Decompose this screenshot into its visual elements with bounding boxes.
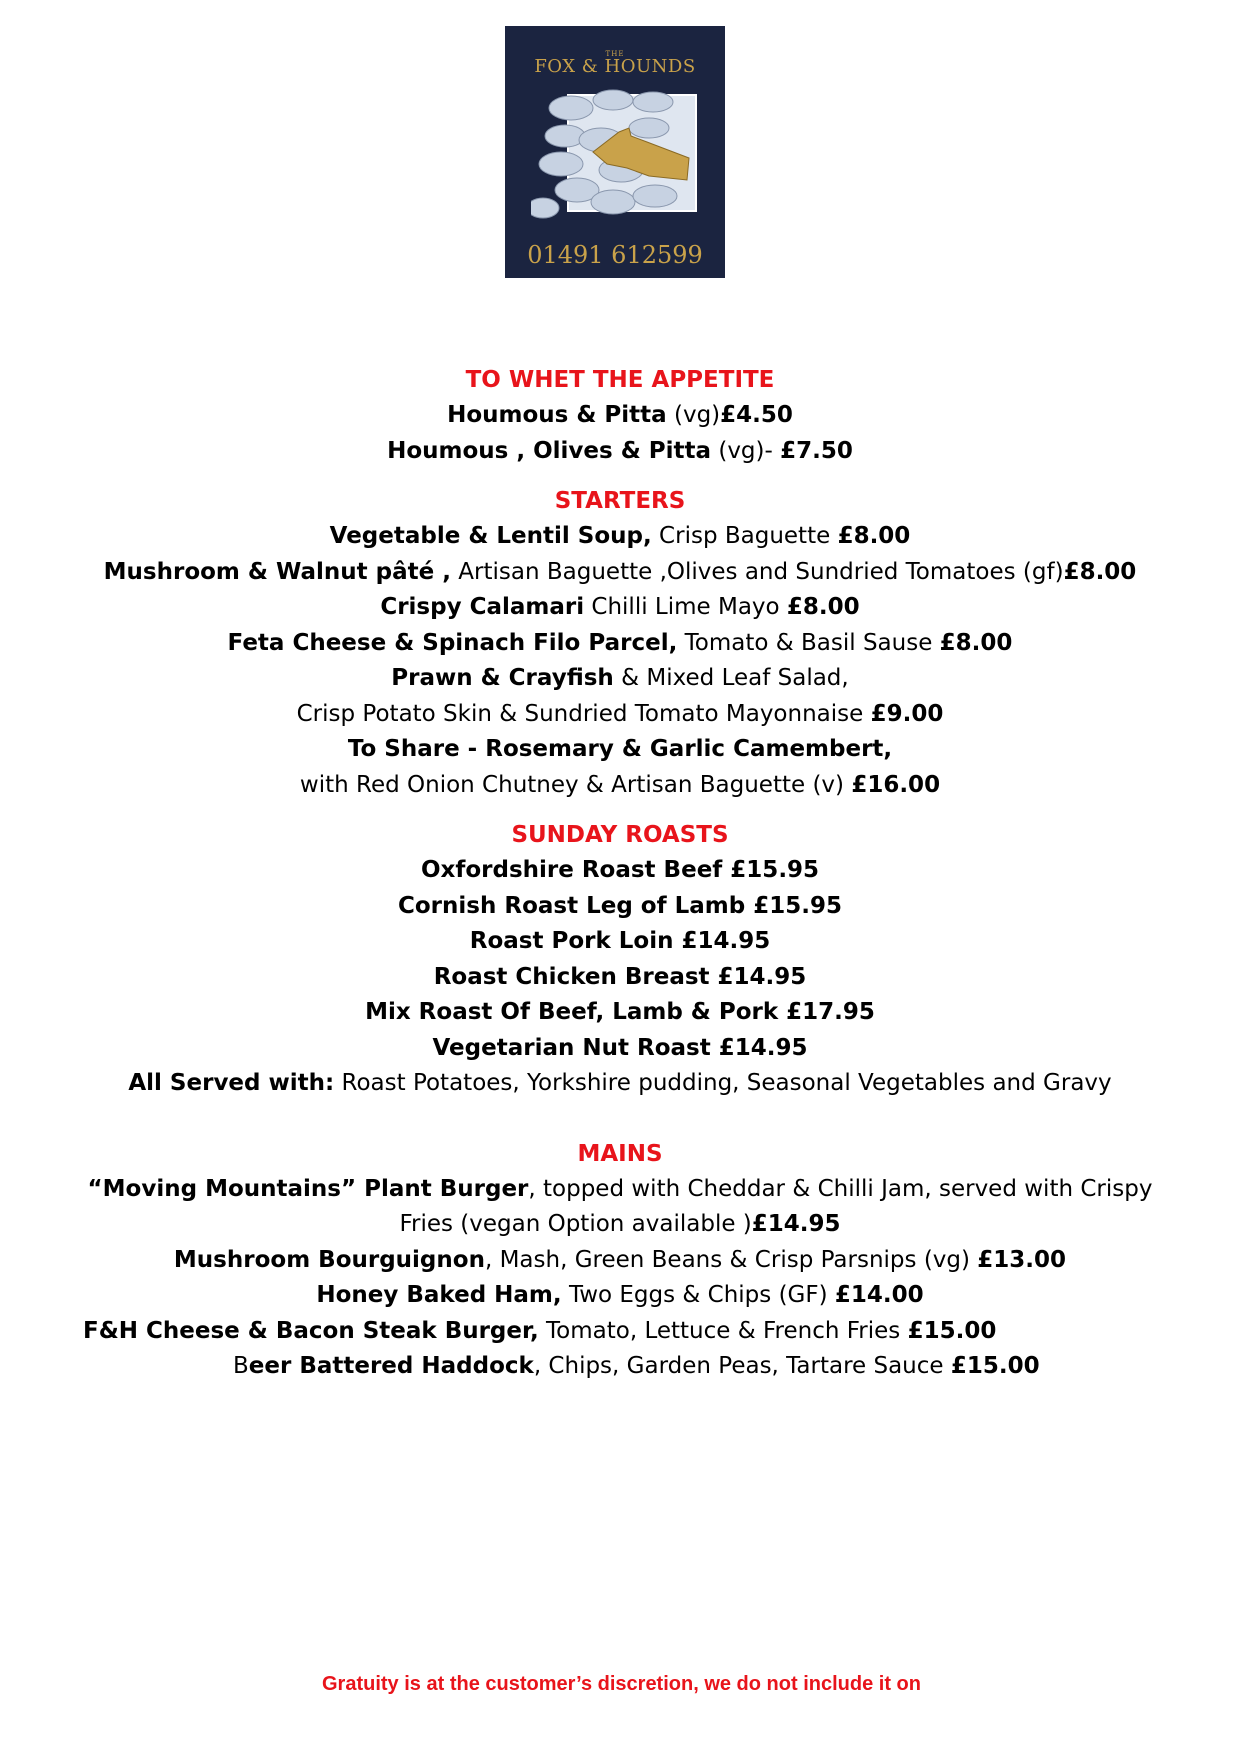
menu-item-continued: Fries (vegan Option available )£14.95: [399, 1211, 841, 1237]
menu-item: Feta Cheese & Spinach Filo Parcel, Tomato & Basil Sause £8.00: [227, 629, 1013, 656]
section-title-starters: STARTERS: [554, 488, 686, 514]
menu-item: Roast Chicken Breast £14.95: [433, 963, 807, 990]
menu-item: F&H Cheese & Bacon Steak Burger, Tomato, Lettuce & French Fries £15.00: [83, 1317, 997, 1344]
menu-item: Cornish Roast Leg of Lamb £15.95: [398, 892, 842, 919]
logo-small-text: THE: [605, 50, 625, 58]
menu-item: To Share - Rosemary & Garlic Camembert,: [347, 736, 893, 762]
logo-phone: 01491 612599: [527, 241, 703, 269]
gratuity-note: Gratuity is at the customer’s discretion, we do not include it on: [322, 1673, 921, 1695]
roasts-served-with: All Served with: Roast Potatoes, Yorkshire pudding, Seasonal Vegetables and Gravy: [128, 1070, 1112, 1096]
menu-item: Vegetable & Lentil Soup, Crisp Baguette £8.00: [329, 523, 911, 549]
menu-item: Houmous & Pitta (vg)£4.50: [447, 402, 793, 428]
restaurant-logo: [505, 26, 725, 278]
menu-item: Beer Battered Haddock, Chips, Garden Peas, Tartare Sauce £15.00: [233, 1353, 1040, 1379]
menu-item: Mushroom & Walnut pâté , Artisan Baguette ,Olives and Sundried Tomatoes (gf)£8.00: [103, 558, 1137, 585]
menu-item: Vegetarian Nut Roast £14.95: [432, 1034, 808, 1061]
section-title-roasts: SUNDAY ROASTS: [511, 822, 729, 848]
menu-item: Houmous , Olives & Pitta (vg)- £7.50: [387, 437, 853, 464]
menu-item: Roast Pork Loin £14.95: [469, 928, 771, 954]
menu-item: Mushroom Bourguignon, Mash, Green Beans & Crisp Parsnips (vg) £13.00: [173, 1246, 1067, 1273]
menu-item-continued: Crisp Potato Skin & Sundried Tomato Mayonnaise £9.00: [296, 700, 944, 727]
fox-and-hounds-icon: [531, 84, 701, 224]
menu-item: Honey Baked Ham, Two Eggs & Chips (GF) £14.00: [316, 1282, 924, 1308]
section-title-appetite: TO WHET THE APPETITE: [465, 367, 775, 393]
menu-body: [60, 362, 1180, 1385]
menu-item-continued: with Red Onion Chutney & Artisan Baguette (v) £16.00: [299, 771, 941, 798]
menu-item: Mix Roast Of Beef, Lamb & Pork £17.95: [365, 999, 875, 1025]
menu-item: Oxfordshire Roast Beef £15.95: [420, 857, 820, 883]
section-title-mains: MAINS: [577, 1140, 663, 1167]
logo-name: FOX & HOUNDS: [534, 56, 696, 77]
menu-item: Prawn & Crayfish & Mixed Leaf Salad,: [391, 665, 849, 691]
menu-item: “Moving Mountains” Plant Burger, topped with Cheddar & Chilli Jam, served with Crispy: [87, 1175, 1153, 1202]
menu-item: Crispy Calamari Chilli Lime Mayo £8.00: [380, 594, 860, 620]
